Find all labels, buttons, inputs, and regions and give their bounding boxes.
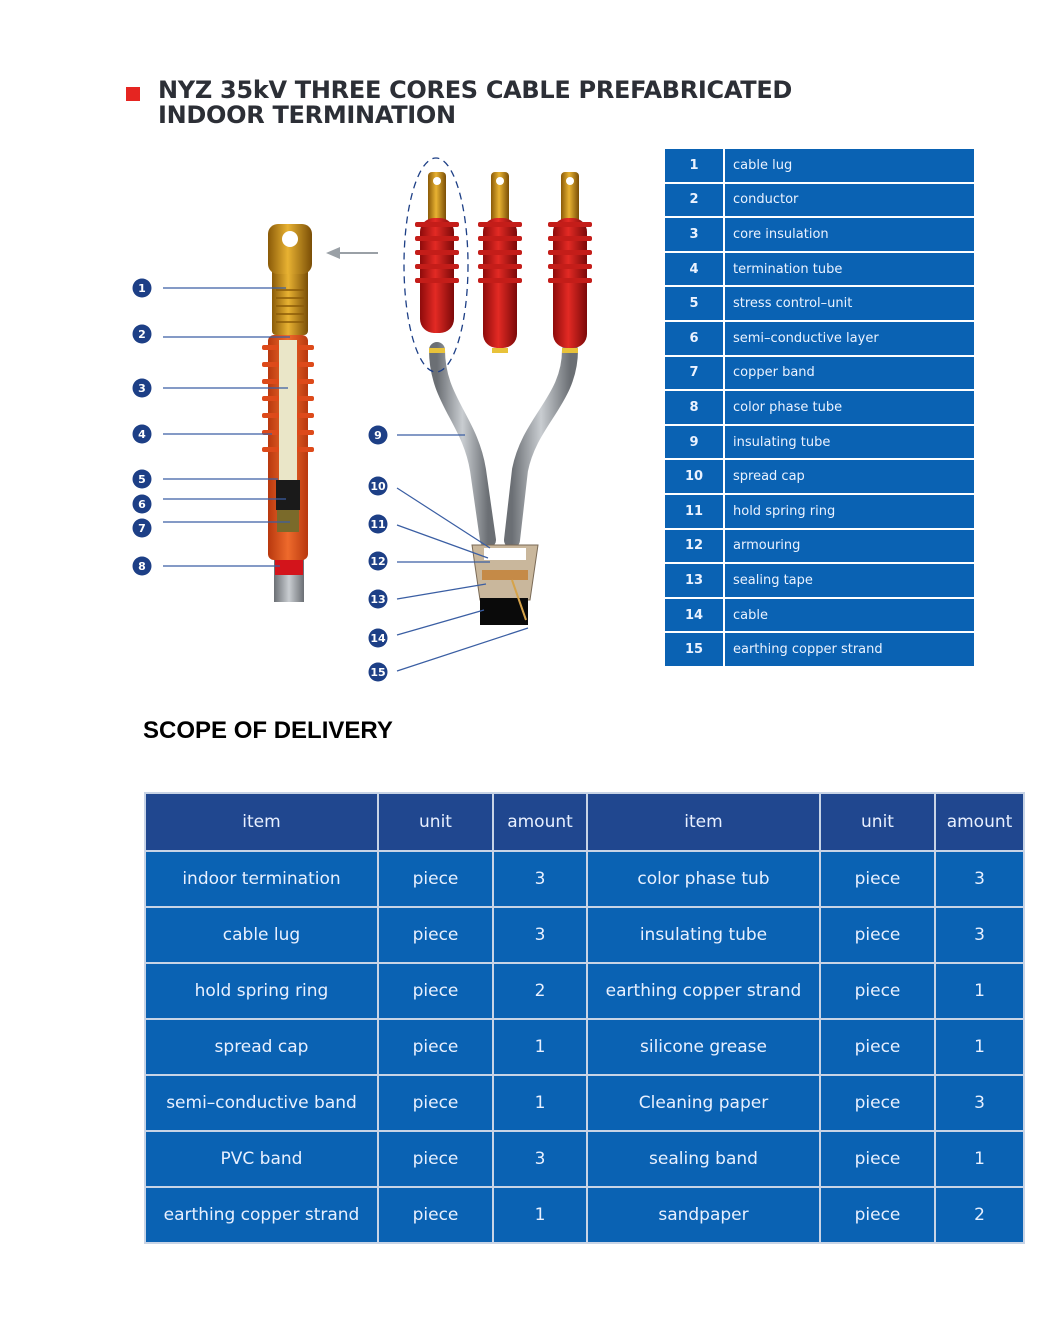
scope-header-row [145, 793, 1024, 851]
part-number: 12 [664, 529, 724, 564]
callout-1 [133, 279, 152, 298]
scope-unit: piece [820, 1131, 935, 1187]
table-row [664, 563, 975, 598]
callout-13 [369, 590, 388, 609]
part-number: 6 [664, 321, 724, 356]
scope-header-unit: unit [378, 793, 493, 851]
part-name: stress control–unit [724, 286, 975, 321]
part-name: hold spring ring [724, 494, 975, 529]
scope-amount: 1 [493, 1019, 587, 1075]
scope-unit: piece [820, 963, 935, 1019]
svg-text:14: 14 [370, 632, 386, 645]
scope-amount: 1 [493, 1187, 587, 1243]
svg-text:2: 2 [138, 328, 146, 341]
scope-amount: 1 [935, 1019, 1024, 1075]
scope-unit: piece [378, 963, 493, 1019]
callout-7 [133, 519, 152, 538]
part-name: spread cap [724, 459, 975, 494]
svg-text:12: 12 [370, 555, 386, 568]
part-number: 15 [664, 632, 724, 667]
callout-14 [369, 629, 388, 648]
callout-4 [133, 425, 152, 444]
callout-9 [369, 426, 388, 445]
callout-badges [133, 279, 388, 682]
part-name: armouring [724, 529, 975, 564]
callout-5 [133, 470, 152, 489]
part-name: cable [724, 598, 975, 633]
table-row [664, 217, 975, 252]
part-number: 11 [664, 494, 724, 529]
table-row [664, 252, 975, 287]
part-number: 5 [664, 286, 724, 321]
table-row [145, 963, 1024, 1019]
svg-text:8: 8 [138, 560, 146, 573]
title-bullet-icon [126, 87, 140, 101]
scope-item: sealing band [587, 1131, 820, 1187]
scope-header-unit: unit [820, 793, 935, 851]
table-row [664, 529, 975, 564]
part-number: 10 [664, 459, 724, 494]
table-row [664, 425, 975, 460]
page-title-line2: INDOOR TERMINATION [158, 101, 456, 129]
callout-6 [133, 495, 152, 514]
scope-unit: piece [820, 851, 935, 907]
scope-title: SCOPE OF DELIVERY [143, 717, 393, 744]
arrow-left-icon [326, 247, 378, 259]
scope-header-item: item [145, 793, 378, 851]
svg-text:10: 10 [370, 480, 386, 493]
callout-10 [369, 477, 388, 496]
three-core-termination [404, 158, 592, 625]
scope-unit: piece [820, 1075, 935, 1131]
table-row [664, 183, 975, 218]
table-row [145, 1075, 1024, 1131]
part-name: earthing copper strand [724, 632, 975, 667]
scope-item: indoor termination [145, 851, 378, 907]
scope-unit: piece [378, 907, 493, 963]
svg-text:11: 11 [370, 518, 386, 531]
scope-amount: 2 [935, 1187, 1024, 1243]
part-name: termination tube [724, 252, 975, 287]
scope-amount: 3 [493, 1131, 587, 1187]
table-row [145, 1019, 1024, 1075]
scope-amount: 2 [493, 963, 587, 1019]
scope-header-amount: amount [935, 793, 1024, 851]
scope-amount: 3 [493, 907, 587, 963]
scope-unit: piece [820, 1187, 935, 1243]
scope-unit: piece [820, 1019, 935, 1075]
table-row [664, 321, 975, 356]
part-name: core insulation [724, 217, 975, 252]
callout-3 [133, 379, 152, 398]
scope-amount: 3 [493, 851, 587, 907]
table-row [664, 286, 975, 321]
page-title [158, 78, 792, 128]
svg-text:9: 9 [374, 429, 382, 442]
scope-amount: 3 [935, 1075, 1024, 1131]
scope-unit: piece [378, 851, 493, 907]
scope-item: earthing copper strand [587, 963, 820, 1019]
scope-unit: piece [378, 1131, 493, 1187]
part-name: color phase tube [724, 390, 975, 425]
scope-item: PVC band [145, 1131, 378, 1187]
scope-table [144, 792, 1025, 1244]
scope-unit: piece [378, 1187, 493, 1243]
callout-12 [369, 552, 388, 571]
scope-amount: 1 [935, 963, 1024, 1019]
scope-item: Cleaning paper [587, 1075, 820, 1131]
scope-item: color phase tub [587, 851, 820, 907]
svg-text:7: 7 [138, 522, 146, 535]
table-row [664, 148, 975, 183]
parts-legend-table [663, 147, 976, 668]
part-number: 8 [664, 390, 724, 425]
cross-section-termination [262, 224, 314, 602]
callout-8 [133, 557, 152, 576]
part-number: 13 [664, 563, 724, 598]
table-row [145, 1187, 1024, 1243]
part-number: 7 [664, 356, 724, 391]
svg-text:4: 4 [138, 428, 146, 441]
svg-text:1: 1 [138, 282, 146, 295]
scope-item: cable lug [145, 907, 378, 963]
part-number: 4 [664, 252, 724, 287]
scope-amount: 1 [493, 1075, 587, 1131]
svg-text:15: 15 [370, 666, 386, 679]
part-number: 14 [664, 598, 724, 633]
scope-unit: piece [378, 1075, 493, 1131]
scope-item: hold spring ring [145, 963, 378, 1019]
callout-11 [369, 515, 388, 534]
scope-amount: 1 [935, 1131, 1024, 1187]
scope-item: earthing copper strand [145, 1187, 378, 1243]
scope-item: insulating tube [587, 907, 820, 963]
table-row [664, 356, 975, 391]
part-number: 9 [664, 425, 724, 460]
table-row [664, 494, 975, 529]
scope-item: spread cap [145, 1019, 378, 1075]
part-name: copper band [724, 356, 975, 391]
table-row [145, 1131, 1024, 1187]
svg-text:6: 6 [138, 498, 146, 511]
page-title-line1: NYZ 35kV THREE CORES CABLE PREFABRICATED [158, 76, 793, 104]
scope-amount: 3 [935, 907, 1024, 963]
callout-2 [133, 325, 152, 344]
scope-header-amount: amount [493, 793, 587, 851]
table-row [664, 390, 975, 425]
scope-item: sandpaper [587, 1187, 820, 1243]
table-row [664, 632, 975, 667]
svg-text:13: 13 [370, 593, 386, 606]
svg-text:3: 3 [138, 382, 146, 395]
scope-amount: 3 [935, 851, 1024, 907]
part-name: semi–conductive layer [724, 321, 975, 356]
table-row [145, 851, 1024, 907]
part-number: 1 [664, 148, 724, 183]
table-row [664, 459, 975, 494]
part-name: insulating tube [724, 425, 975, 460]
scope-unit: piece [378, 1019, 493, 1075]
part-name: conductor [724, 183, 975, 218]
part-name: sealing tape [724, 563, 975, 598]
part-number: 2 [664, 183, 724, 218]
callout-15 [369, 663, 388, 682]
table-row [664, 598, 975, 633]
scope-header-item: item [587, 793, 820, 851]
scope-item: semi–conductive band [145, 1075, 378, 1131]
part-number: 3 [664, 217, 724, 252]
table-row [145, 907, 1024, 963]
scope-unit: piece [820, 907, 935, 963]
part-name: cable lug [724, 148, 975, 183]
svg-text:5: 5 [138, 473, 146, 486]
scope-item: silicone grease [587, 1019, 820, 1075]
termination-diagram [0, 140, 650, 690]
